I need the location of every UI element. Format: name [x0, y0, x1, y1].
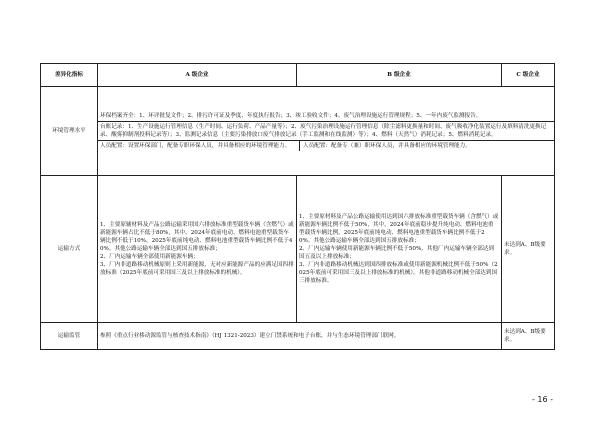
- table-header-row: [41, 64, 555, 87]
- row-label-transport-monitor: 运输监管: [41, 323, 98, 350]
- header-grade-a: A 级企业: [98, 64, 297, 87]
- transport-b-item-3: 3、厂内非道路移动机械达到国四排放标准或使用新能源机械比例不低于50%（2025年底前可采用国三及以上排放标准的机械），其他非道路移动机械全部达到国三排放标准。: [299, 262, 498, 284]
- row-label-transport-mode: 运输方式: [41, 176, 98, 323]
- transport-monitor-ab-cell: 参照《重点行业移动源监管与核查技术指南》（HJ 1321-2023）建立门禁系统和电子台账，并与生态环境管理部门联网。: [98, 323, 502, 350]
- header-grade-c: C 级企业: [502, 64, 555, 87]
- grading-table: [40, 63, 555, 350]
- transport-monitor-c-cell: 未达到A、B级要求。: [502, 323, 555, 350]
- ledger-text: 台账记录：1、生产设施运行管理信息（生产时间、运行负荷、产品产量等）；2、废气污染治理设施运行管理信息（除尘滤料更换量和时间、废气吸收净化装置运行及填料清洗更换记录、酸雾抑制剂投料记录等）；3、监测记录信息（主要污染排放口废气排放记录（手工监测和在线监测）等）；4、燃料（天然气）消耗记录；5、燃料消耗记录。: [100, 124, 547, 138]
- personnel-b-text: 人员配置：配备专（兼）职环保人员，并具备相应的环境管理能力。: [303, 143, 471, 149]
- header-grade-b: B 级企业: [297, 64, 502, 87]
- transport-b-item-1: 1、主要原材料及产品公路运输使用达到国六排放标准重型载货车辆（含燃气）或新能源车辆比例不低于50%，其中，2024年底前稳步提升纯电动、燃料电池重型载货车辆比例，2025年底前纯电动、燃料电池重型载货车辆比例不低于20%。其他公路运输车辆全部达到国五排放标准；: [299, 214, 499, 244]
- personnel-a-text: 人员配置：设置环保部门，配备专职环保人员，并具备相应的环境管理能力。: [100, 141, 300, 151]
- transport-a-item-3: 3、厂内非道路移动机械原则上采用新能源，无对应新能源产品的应满足国四排放标准（2025年底前可采用国三及以上排放标准的机械）。: [100, 262, 294, 276]
- page-number: - 16 -: [532, 395, 554, 404]
- transport-c-cell: 未达到A、B级要求。: [502, 176, 555, 323]
- transport-b-item-2: 2、厂内运输车辆使用新能源车辆比例不低于50%，其他厂内运输车辆全部达到国五及以上排放标准；: [299, 246, 494, 260]
- row-label-env-mgmt: 环境管理水平: [41, 87, 98, 176]
- record-docs-text: 环保档案齐全：1、环评批复文件；2、排污许可证及季度、年度执行报告；3、竣工验收文件；4、废气治理设施运行管理规程；5、一年内废气监测报告。: [100, 113, 482, 119]
- header-indicator: 差异化指标: [41, 64, 98, 87]
- transport-a-cell: [98, 176, 297, 323]
- table-row: [41, 87, 555, 176]
- transport-b-cell: [297, 176, 502, 323]
- table-row: [41, 176, 555, 323]
- transport-a-item-1: 1、主要原辅材料及产品公路运输采用国六排放标准重型载货车辆（含燃气）或新能源车辆占比不低于80%，其中，2024年底前电动、燃料电池重型载货车辆比例不低于10%，2025年底前纯电动、燃料电池重型载货车辆比例不低于40%。其他公路运输车辆全部达到国五排放标准；: [100, 222, 294, 252]
- transport-a-item-2: 2、厂内运输车辆全部使用新能源车辆；: [100, 254, 199, 260]
- table-row: [41, 323, 555, 350]
- env-mgmt-cell: [98, 87, 555, 176]
